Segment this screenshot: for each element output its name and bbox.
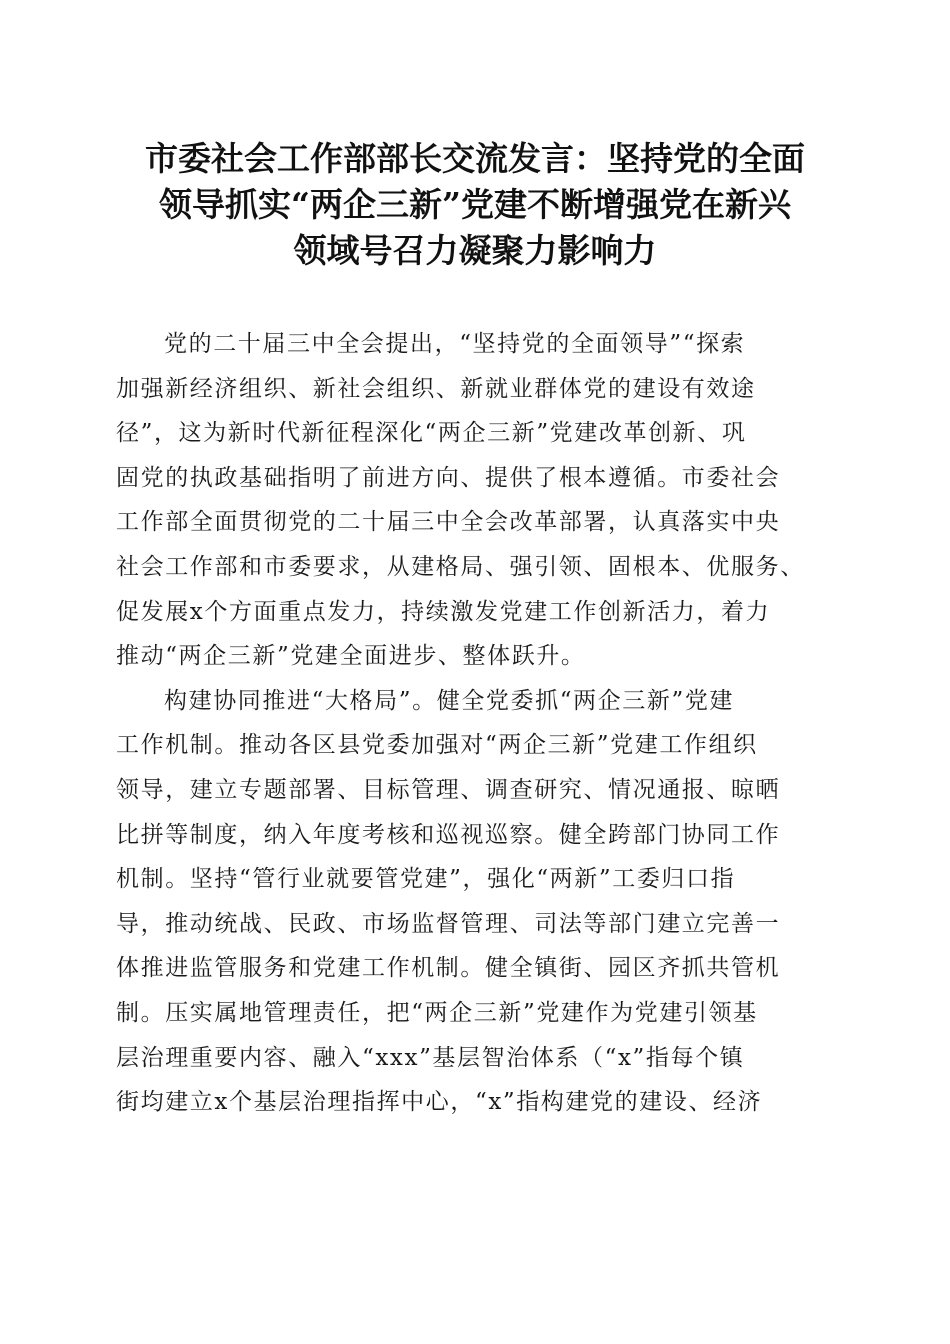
paragraph-line: 制。压实属地管理责任，把“两企三新”党建作为党建引领基 [116, 999, 758, 1026]
document-title [110, 136, 840, 274]
paragraph-line: 推动“两企三新”党建全面进步、整体跃升。 [116, 643, 586, 670]
paragraph-line: 加强新经济组织、新社会组织、新就业群体党的建设有效途 [116, 375, 756, 402]
paragraph-line: 工作机制。推动各区县党委加强对“两企三新”党建工作组织 [116, 732, 758, 759]
paragraph-intro [116, 322, 828, 679]
paragraph-line: 径”，这为新时代新征程深化“两企三新”党建改革创新、巩 [116, 420, 747, 447]
title-line-2: 领导抓实“两企三新”党建不断增强党在新兴 [159, 185, 791, 224]
paragraph-line: 党的二十届三中全会提出，“坚持党的全面领导”“探索 [164, 331, 746, 357]
document-body [116, 322, 828, 1125]
paragraph-line: 固党的执政基础指明了前进方向、提供了根本遵循。市委社会 [116, 464, 781, 491]
paragraph-line: 社会工作部和市委要求，从建格局、强引领、固根本、优服务、 [116, 553, 805, 580]
paragraph-line: 导，推动统战、民政、市场监督管理、司法等部门建立完善一 [116, 910, 781, 937]
paragraph-line: 街均建立x个基层治理指挥中心，“x”指构建党的建设、经济 [116, 1089, 763, 1116]
paragraph-line: 领导，建立专题部署、目标管理、调查研究、情况通报、晾晒 [116, 776, 781, 803]
title-line-1: 市委社会工作部部长交流发言：坚持党的全面 [145, 139, 805, 178]
paragraph-line: 层治理重要内容、融入“xxx”基层智治体系（“x”指每个镇 [116, 1044, 745, 1071]
title-line-3: 领域号召力凝聚力影响力 [293, 231, 657, 270]
paragraph-line: 促发展x个方面重点发力，持续激发党建工作创新活力，着力 [116, 598, 771, 625]
paragraph-line: 工作部全面贯彻党的二十届三中全会改革部署，认真落实中央 [116, 509, 781, 536]
paragraph-line: 构建协同推进“大格局”。健全党委抓“两企三新”党建 [164, 687, 735, 714]
paragraph-line: 体推进监管服务和党建工作机制。健全镇街、园区齐抓共管机 [116, 955, 781, 982]
paragraph-line: 比拼等制度，纳入年度考核和巡视巡察。健全跨部门协同工作 [116, 821, 781, 848]
paragraph-line: 机制。坚持“管行业就要管党建”，强化“两新”工委归口指 [116, 866, 736, 893]
paragraph-section-1 [116, 679, 828, 1125]
